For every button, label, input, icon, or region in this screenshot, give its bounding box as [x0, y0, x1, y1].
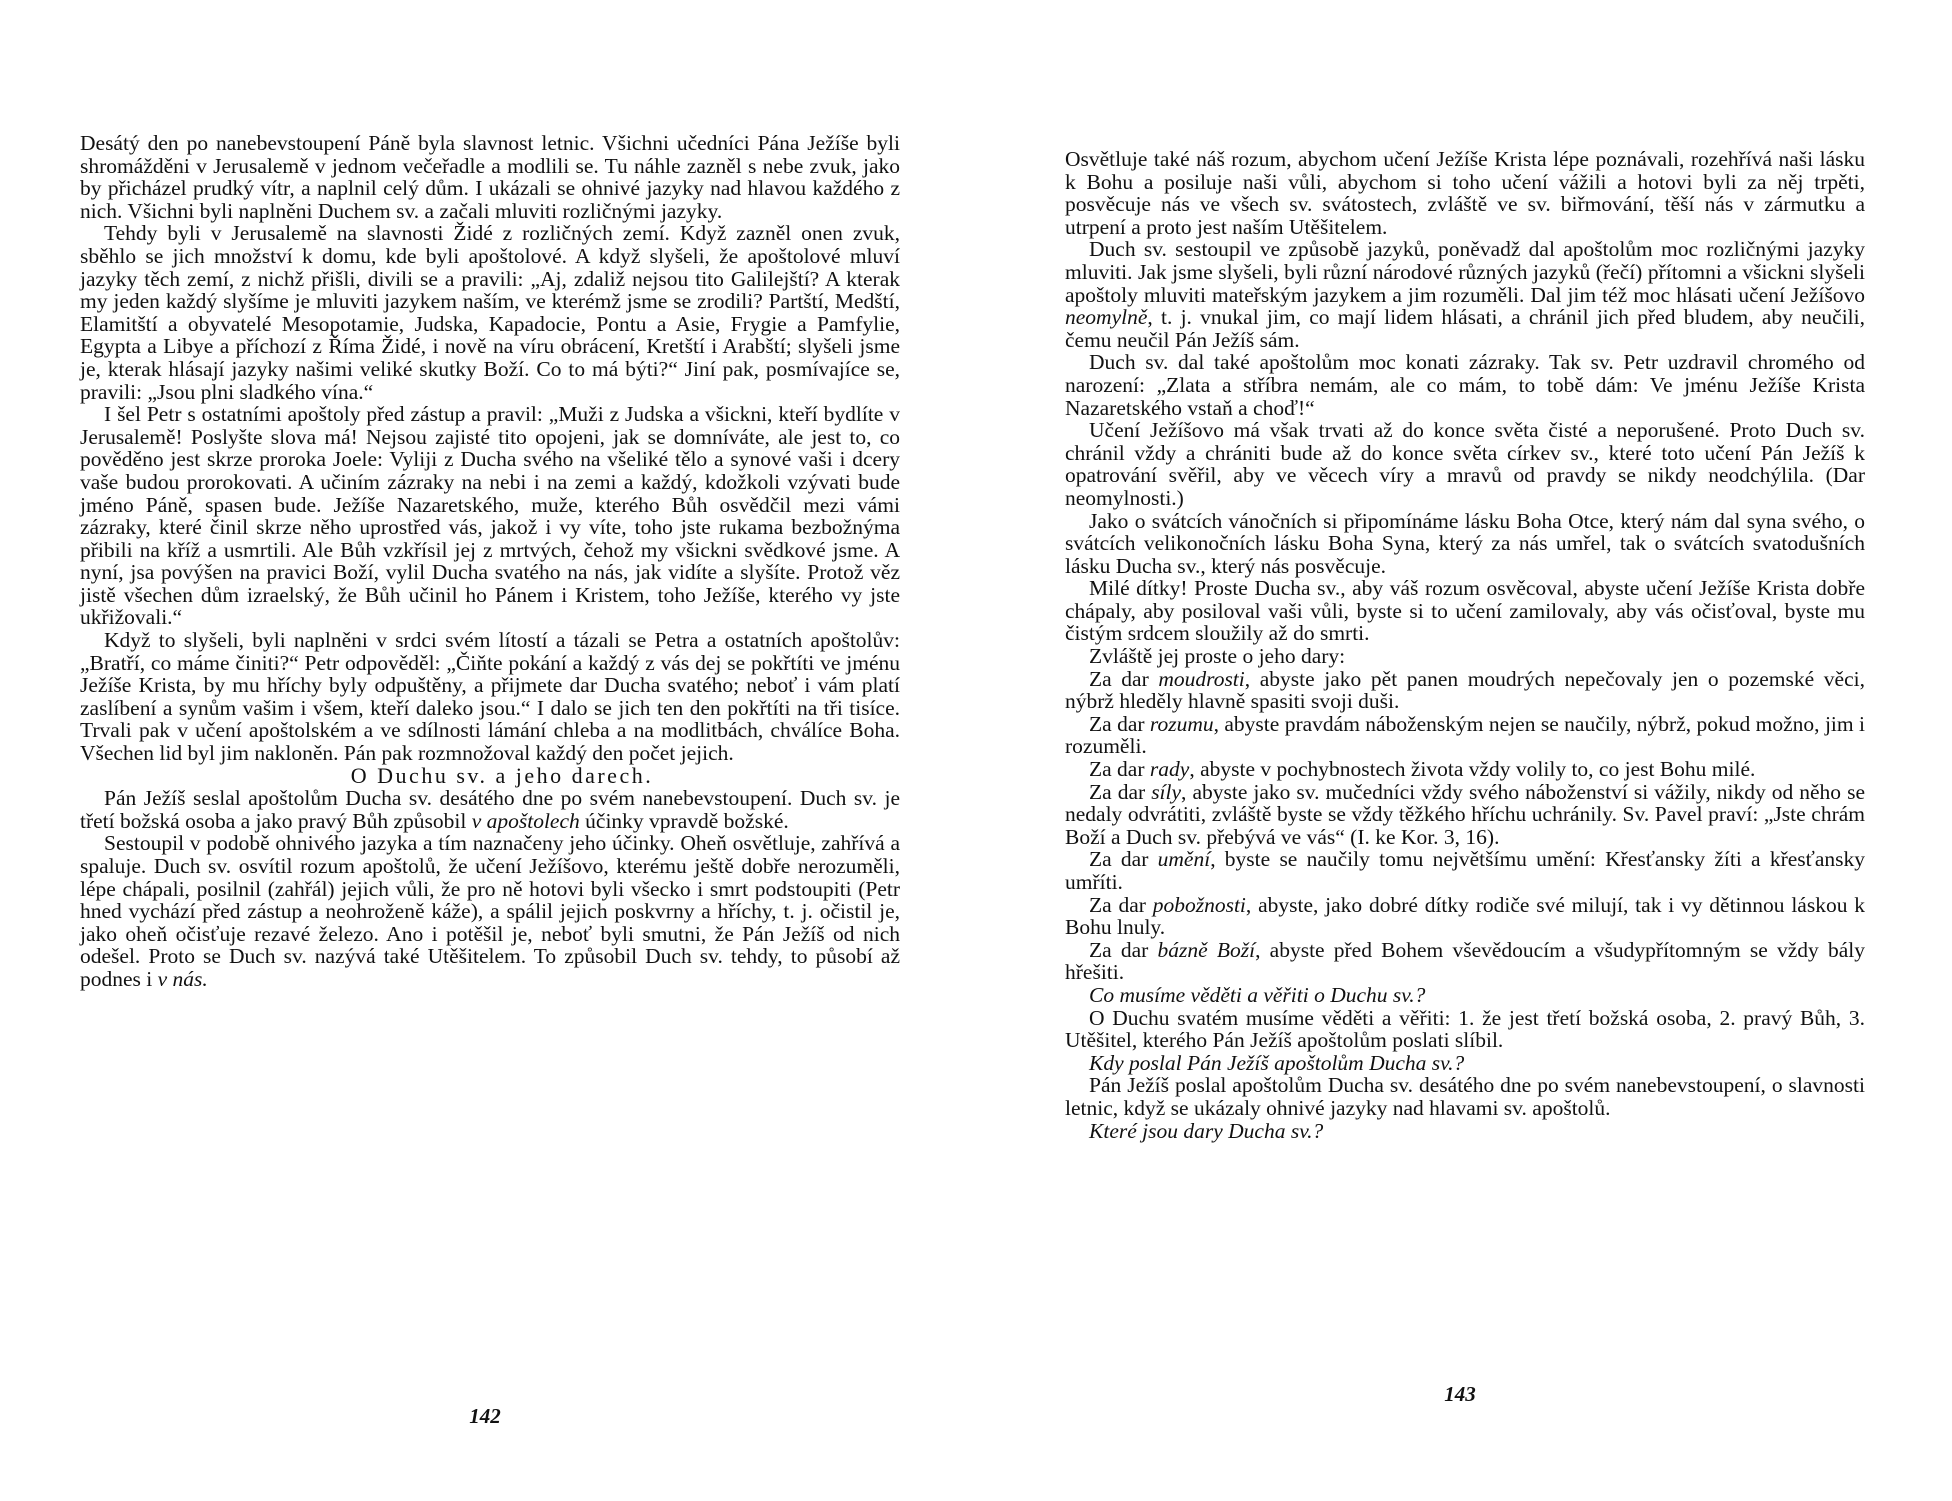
- text-run: , abyste jako pět panen moudrých nepečovaly jen o pozemské věci, nýbrž hleděly hlavně spasiti svoji duši.: [1065, 666, 1865, 714]
- emphasis: síly: [1151, 779, 1182, 804]
- text-run: , abyste pravdám náboženským nejen se naučily, nýbrž, pokud možno, jim i rozuměli.: [1065, 711, 1865, 759]
- paragraph: [1065, 577, 1865, 645]
- emphasis: rozumu: [1149, 711, 1214, 736]
- paragraph: [1065, 510, 1865, 578]
- text-run: Za dar: [1089, 779, 1152, 804]
- emphasis: v nás.: [157, 966, 208, 991]
- text-run: , abyste v pochybnostech života vždy volily to, co jest Bohu milé.: [1189, 757, 1756, 782]
- text-run: Za dar: [1089, 937, 1158, 962]
- text-run: Milé dítky! Proste Ducha sv., aby váš rozum osvěcoval, abyste učení Ježíše Krista dobře chápaly, aby posiloval vaši vůli, byste si to učení zamilovaly, aby vás očisťoval, byste mu čistým srdcem sloužily až do smrti.: [1065, 576, 1865, 646]
- paragraph: Tehdy byli v Jerusalemě na slavnosti Židé z rozličných zemí. Když zazněl onen zvuk, sběhlo se jich množství k domu, kde byli apoštolové. A když slyšeli, že apoštolové mluví jazyky těch zemí, z nichž přišli, divili se a pravili: „Aj, zdaliž nejsou tito Galilejští? A kterak my jeden každý slyšíme je mluviti jazykem naším, ve kterémž jsme se zrodili? Partští, Medští, Elamitští a obyvatelé Mesopotamie, Judska, Kapadocie, Pontu a Asie, Frygie a Pamfylie, Egypta a Libye a příchozí z Říma Židé, i nově na víru obrácení, Kretští i Arabští; slyšeli jsme je, kterak hlásají jazyky našimi veliké skutky Boží. Co to má býti?“ Jiní pak, posmívajíce se, pravili: „Jsou plni sladkého vína.“: [80, 221, 900, 404]
- emphasis: moudrosti: [1158, 666, 1245, 691]
- page-number: 143: [1444, 1382, 1476, 1406]
- emphasis: bázně Boží: [1157, 937, 1256, 962]
- gift-paragraph: [1065, 713, 1865, 758]
- right-page-text: [1065, 148, 1865, 1142]
- left-page: [80, 0, 900, 1501]
- text-run: Duch sv. dal také apoštolům moc konati zázraky. Tak sv. Petr uzdravil chromého od narození: „Zlata a stříbra nemám, ale co mám, to tobě dám: Ve jménu Ježíše Krista Nazaretského vstaň a choď!“: [1065, 350, 1865, 420]
- text-run: Za dar: [1089, 757, 1150, 782]
- text-run: Pán Ježíš seslal apoštolům Ducha sv. desátého dne po svém nanebevstoupení. Duch sv. je třetí božská osoba a jako pravý Bůh způsobil: [80, 786, 900, 833]
- text-run: Učení Ježíšovo má však trvati až do konce světa čisté a neporušené. Proto Duch sv. chránil vždy a chrániti bude až do konce světa církev sv., které toto učení Pán Ježíš k opatrování svěřil, aby ve věcech víry a mravů od pravdy se nikdy neodchýlila. (Dar neomylnosti.): [1065, 418, 1865, 510]
- text-run: Sestoupil v podobě ohnivého jazyka a tím naznačeny jeho účinky. Oheň osvětluje, zahřívá a spaluje. Duch sv. osvítil rozum apoštolů, že učení Ježíšovo, kterému ještě dobře nerozuměli, lépe chápali, posilnil (zahřál) jejich vůli, že pro ně hotovi byli všecko i smrt podstoupiti (Petr hned vychází před zástup a neohroženě káže), a spálil jejich poskvrny a hříchy, t. j. očistil je, jako oheň očisťuje rezavé železo. Ano i potěšil je, neboť byli smutni, že Pán Ježíš od nich odešel. Proto se Duch sv. nazývá také Utěšitelem. To způsobil Duch sv. tehdy, to působí až podnes i: [80, 831, 900, 991]
- right-page: [1065, 0, 1865, 1501]
- text-run: Zvláště jej proste o jeho dary:: [1089, 644, 1346, 669]
- left-page-text: [80, 132, 900, 991]
- text-run: , t. j. vnukal jim, co mají lidem hlásati, a chránil jich před bludem, aby neučili, čemu neučil Pán Ježíš sám.: [1065, 305, 1865, 352]
- text-run: , abyste, jako dobré dítky rodiče své milují, tak i vy dětinnou láskou k Bohu lnuly.: [1065, 892, 1865, 940]
- text-run: , abyste před Bohem vševědoucím a všudypřítomným se vždy bály hřešiti.: [1065, 937, 1866, 985]
- catechism-question: Kdy poslal Pán Ježíš apoštolům Ducha sv.?: [1089, 1050, 1465, 1075]
- text-run: Za dar: [1089, 711, 1150, 736]
- text-run: Jako o svátcích vánočních si připomínáme lásku Boha Otce, který nám dal syna svého, o svátcích velikonočních lásku Boha Syna, který za nás umřel, tak o svátcích svatodušních lásku Ducha sv., který nás posvěcuje.: [1065, 508, 1865, 578]
- gift-paragraph: [1065, 939, 1865, 984]
- gift-paragraph: [1065, 758, 1865, 781]
- text-run: Duch sv. sestoupil ve způsobě jazyků, poněvadž dal apoštolům moc rozličnými jazyky mluviti. Jak jsme slyšeli, byli různí národové různých jazyků (řečí) přítomni a všickni slyšeli apoštoly mluviti mateřským jazykem a jim rozuměli. Dal jim též moc hlásati učení Ježíšovo: [1065, 237, 1865, 307]
- paragraph: [80, 787, 900, 832]
- gift-paragraph: [1065, 894, 1865, 939]
- paragraph: [1065, 645, 1865, 668]
- text-run: Za dar: [1089, 666, 1159, 691]
- emphasis: pobožnosti: [1152, 892, 1246, 917]
- paragraph: Desátý den po nanebevstoupení Páně byla slavnost letnic. Všichni učedníci Pána Ježíše byli shromážděni v Jerusalemě v jednom večeřadle a modlili se. Tu náhle zazněl s nebe zvuk, jako by přicházel prudký vítr, a naplnil celý dům. I ukázali se ohnivé jazyky nad hlavou každého z nich. Všichni byli naplněni Duchem sv. a začali mluviti rozličnými jazyky.: [80, 131, 900, 223]
- paragraph: [1065, 351, 1865, 419]
- text-run: Za dar: [1089, 847, 1158, 872]
- emphasis: rady: [1149, 757, 1190, 782]
- paragraph: [1065, 419, 1865, 509]
- page-number: 142: [469, 1404, 501, 1428]
- text-run: Osvětluje také náš rozum, abychom učení Ježíše Krista lépe poznávali, rozehřívá naši lásku k Bohu a posiluje naši vůli, abychom si toho učení vážili a hotovi byli za něj trpěti, posvěcuje nás ve všech sv. svátostech, zvláště ve sv. biřmování, těší nás v zármutku a utrpení a proto jest naším Utěšitelem.: [1065, 147, 1865, 239]
- emphasis: v apoštolech: [471, 808, 580, 833]
- text-run: účinky vpravdě božské.: [579, 808, 789, 833]
- text-run: , byste se naučily tomu největšímu umění: Křesťansky žíti a křesťansky umříti.: [1065, 847, 1865, 894]
- paragraph: Když to slyšeli, byli naplněni v srdci svém lítostí a tázali se Petra a ostatních apoštolův: „Bratří, co máme činiti?“ Petr odpověděl: „Čiňte pokání a každý z vás dej se pokřtíti ve jménu Ježíše Krista, by mu hříchy byly odpuštěny, a přijmete dar Ducha svatého; neboť i vám platí zaslíbení a synům vašim i všem, kteří daleko jsou.“ I dalo se jich ten den pokřtíti na tři tisíce. Trvali pak v učení apoštolském a ve sdílnosti lámání chleba a na modlitbách, chválíce Boha. Všechen lid byl jim nakloněn. Pán pak rozmnožoval každý den počet jejich.: [80, 628, 900, 766]
- gift-paragraph: [1065, 781, 1865, 849]
- paragraph: [1065, 148, 1865, 238]
- gift-paragraph: [1065, 668, 1865, 713]
- catechism-answer: Pán Ježíš poslal apoštolům Ducha sv. desátého dne po svém nanebevstoupení, o slavnosti letnic, když se ukázaly ohnivé jazyky nad hlavami sv. apoštolů.: [1065, 1073, 1865, 1120]
- gift-paragraph: [1065, 848, 1865, 893]
- paragraph: [80, 832, 900, 990]
- paragraph: [1065, 238, 1865, 351]
- emphasis: umění: [1157, 847, 1211, 872]
- emphasis: neomylně: [1065, 305, 1148, 330]
- catechism-answer: O Duchu svatém musíme věděti a věřiti: 1. že jest třetí božská osoba, 2. pravý Bůh, 3. Utěšitel, kterého Pán Ježíš apoštolům poslati slíbil.: [1065, 1005, 1865, 1053]
- catechism-question: Které jsou dary Ducha sv.?: [1089, 1118, 1324, 1143]
- section-heading: O Duchu sv. a jeho darech.: [350, 762, 654, 788]
- text-run: , abyste jako sv. mučedníci vždy svého náboženství si vážily, nikdy od něho se nedaly odvrátiti, zvláště byste se vždy těžkého hříchu uchránily. Sv. Pavel praví: „Jste chrám Boží a Duch sv. přebývá ve vás“ (I. ke Kor. 3, 16).: [1065, 779, 1865, 849]
- catechism-question: Co musíme věděti a věřiti o Duchu sv.?: [1089, 982, 1426, 1007]
- paragraph: I šel Petr s ostatními apoštoly před zástup a pravil: „Muži z Judska a všickni, kteří bydlíte v Jerusalemě! Poslyšte slova má! Nejsou zajisté tito opojeni, jak se domníváte, ale jest to, co pověděno jest skrze proroka Joele: Vyliji z Ducha svého na všeliké tělo a synové vaši i dcery vaše budou prorokovati. A učiním zázraky na nebi i na zemi a každý, kdožkoli vzývati bude jméno Páně, spasen bude. Ježíše Nazaretského, muže, kterého Bůh osvědčil mezi vámi zázraky, které činil skrze něho uprostřed vás, jakož i vy víte, toho jste rukama bezbožnýma přibili na kříž a usmrtili. Ale Bůh vzkřísil jej z mrtvých, čehož my všickni svědkové jsme. A nyní, jsa povýšen na pravici Boží, vylil Ducha svatého na nás, jak vidíte a slyšíte. Protož věz jistě všechen dům izraelský, že Bůh učinil ho Pánem i Kristem, toho Ježíše, kterého vy jste ukřižovali.“: [80, 402, 900, 630]
- text-run: Za dar: [1089, 892, 1153, 917]
